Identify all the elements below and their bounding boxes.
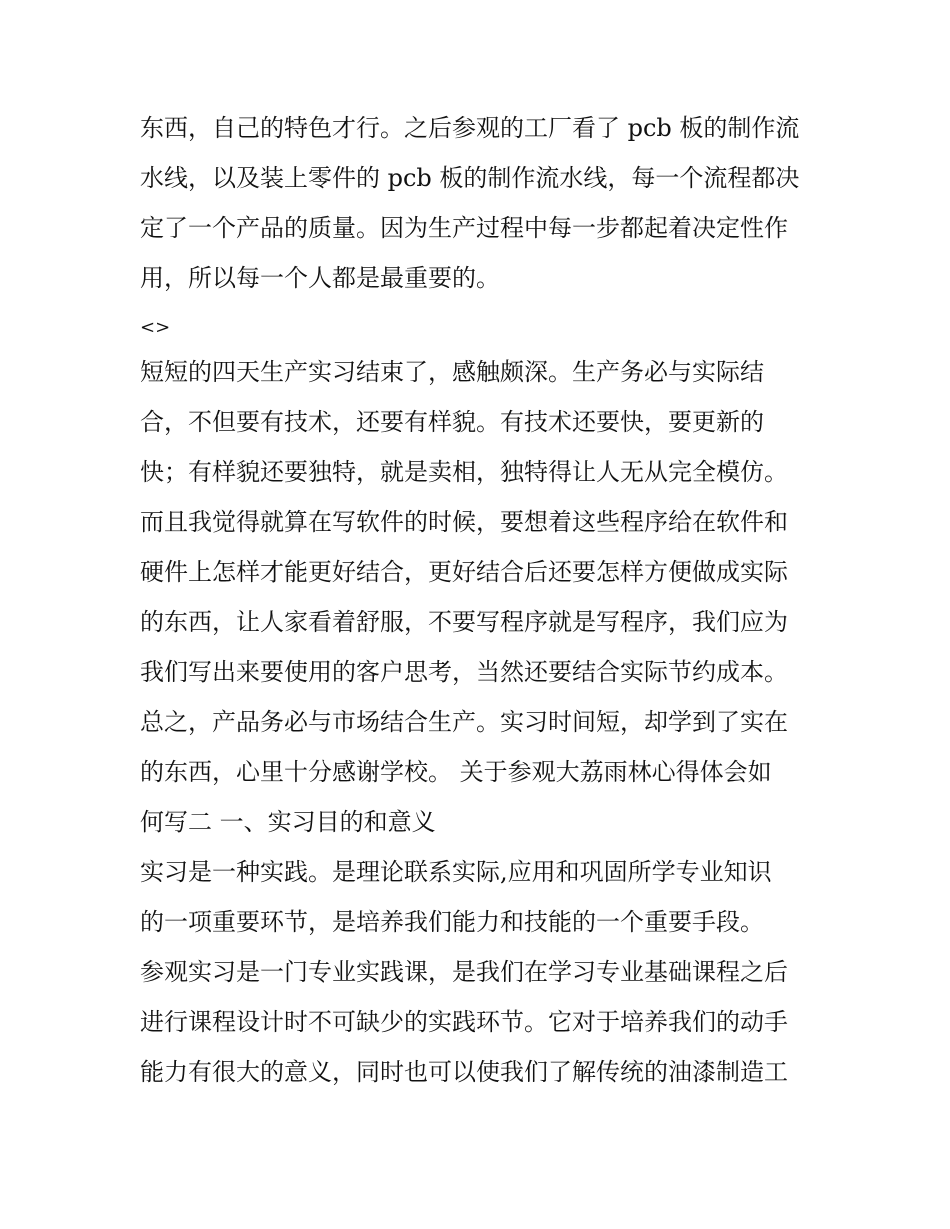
separator-marker: <> bbox=[140, 317, 171, 338]
text-line: 合，不但要有技术，还要有样貌。有技术还要快，要更新的 bbox=[140, 408, 764, 436]
text-line: 硬件上怎样才能更好结合，更好结合后还要怎样方便做成实际 bbox=[140, 558, 788, 586]
text-line: 的东西，心里十分感谢学校。 关于参观大荔雨林心得体会如 bbox=[140, 758, 772, 786]
text-line: 实习是一种实践。是理论联系实际,应用和巩固所学专业知识 bbox=[140, 858, 772, 886]
text-line: 用，所以每一个人都是最重要的。 bbox=[140, 264, 500, 292]
text-line: 的东西，让人家看着舒服，不要写程序就是写程序，我们应为 bbox=[140, 608, 788, 636]
text-line: 参观实习是一门专业实践课，是我们在学习专业基础课程之后 bbox=[140, 958, 788, 986]
section-heading-line: 何写二 一、实习目的和意义 bbox=[140, 808, 436, 836]
text-line: 东西，自己的特色才行。之后参观的工厂看了 pcb 板的制作流 bbox=[140, 114, 800, 142]
text-line: 快；有样貌还要独特，就是卖相，独特得让人无从完全模仿。 bbox=[140, 458, 788, 486]
text-line: 短短的四天生产实习结束了，感触颇深。生产务必与实际结 bbox=[140, 358, 764, 386]
text-line: 总之，产品务必与市场结合生产。实习时间短，却学到了实在 bbox=[140, 708, 788, 736]
text-line: 进行课程设计时不可缺少的实践环节。它对于培养我们的动手 bbox=[140, 1008, 788, 1036]
text-line: 的一项重要环节，是培养我们能力和技能的一个重要手段。 bbox=[140, 908, 764, 936]
text-line: 水线，以及装上零件的 pcb 板的制作流水线，每一个流程都决 bbox=[140, 164, 800, 192]
text-line: 定了一个产品的质量。因为生产过程中每一步都起着决定性作 bbox=[140, 214, 788, 242]
text-line: 而且我觉得就算在写软件的时候，要想着这些程序给在软件和 bbox=[140, 508, 788, 536]
text-line: 能力有很大的意义，同时也可以使我们了解传统的油漆制造工 bbox=[140, 1058, 788, 1086]
text-line: 我们写出来要使用的客户思考，当然还要结合实际节约成本。 bbox=[140, 658, 788, 686]
